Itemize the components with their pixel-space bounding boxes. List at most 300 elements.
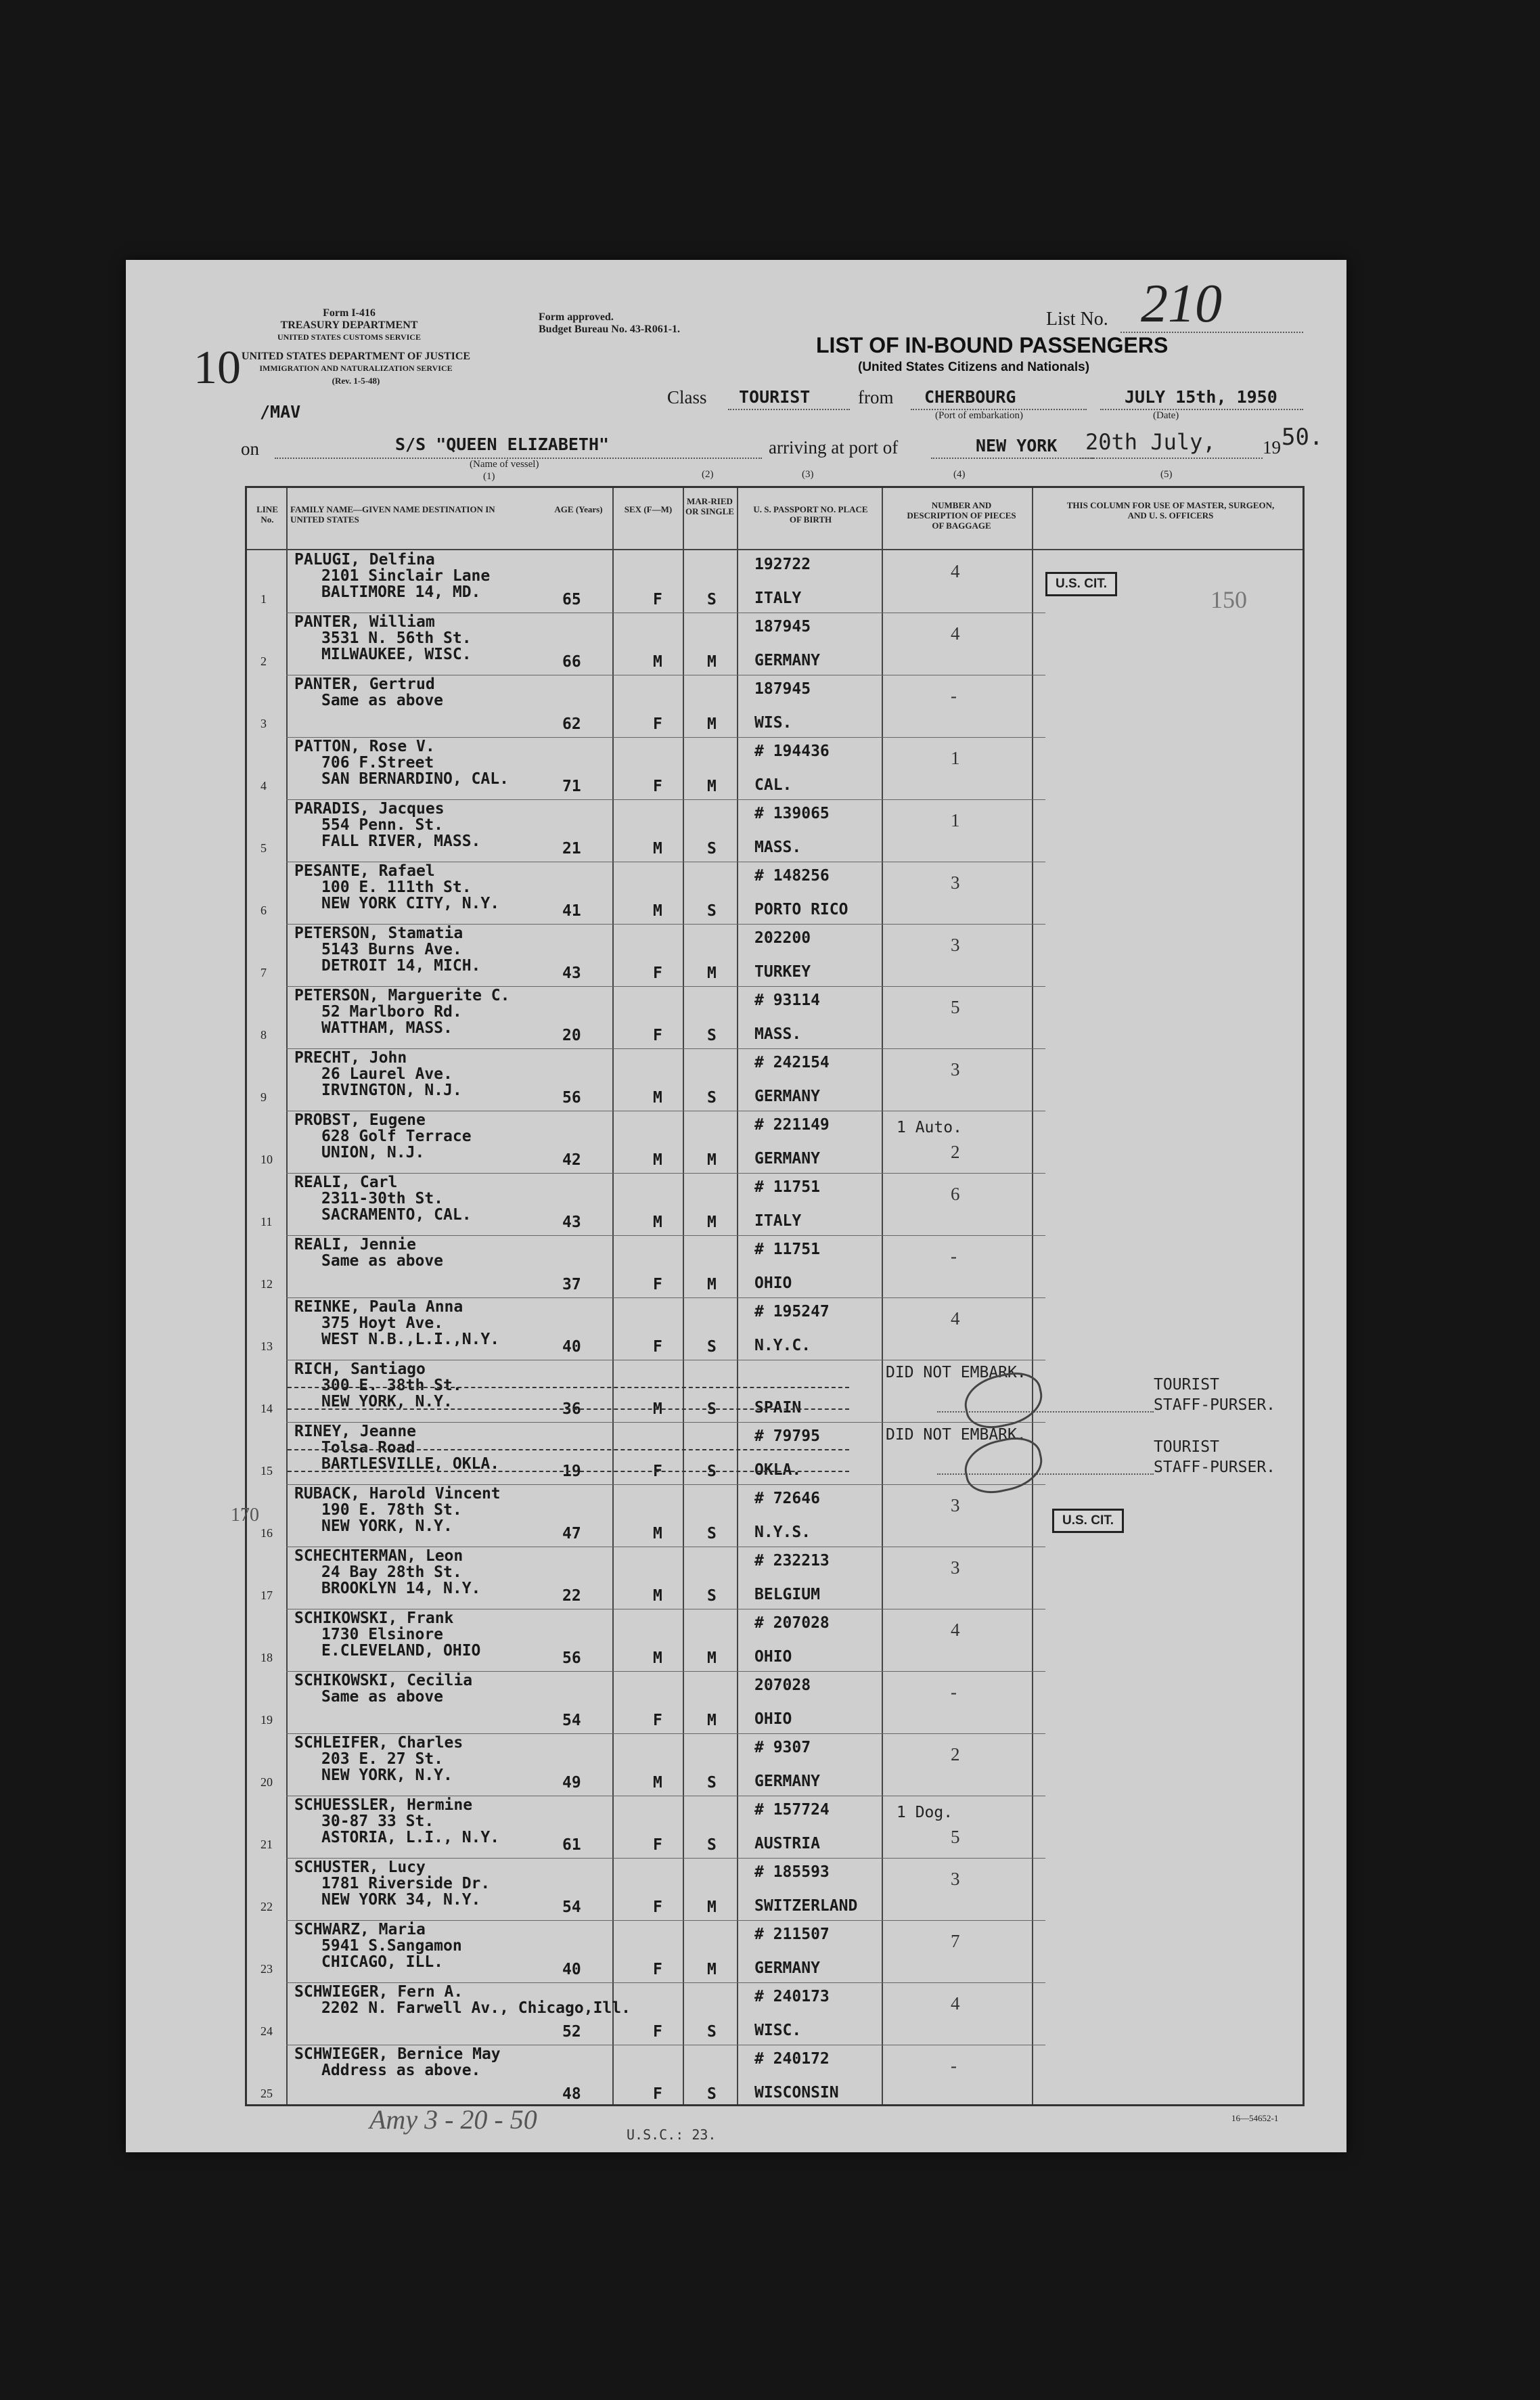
passenger-name: PETERSON, Stamatia [294, 925, 463, 942]
passenger-count: 150 [1210, 586, 1247, 613]
passenger-marital: S [707, 1836, 717, 1854]
line-number: 20 [261, 1775, 273, 1789]
passenger-marital: M [707, 715, 717, 733]
table-row [247, 924, 1303, 986]
passenger-marital: S [707, 1463, 717, 1480]
line-number: 25 [261, 2087, 273, 2100]
passenger-age: 20 [562, 1027, 581, 1044]
passenger-sex: M [653, 1151, 662, 1169]
line-number: 3 [261, 717, 267, 730]
col-num-4: (4) [953, 469, 966, 480]
table-row [247, 1360, 1303, 1422]
list-number-label: List No. [1046, 309, 1108, 330]
passenger-address: 2101 Sinclair Lane [321, 567, 491, 585]
passenger-address: 1781 Riverside Dr. [321, 1875, 491, 1892]
passport-number: # 79795 [754, 1427, 820, 1445]
passenger-marital: S [707, 2085, 717, 2103]
passport-number: # 139065 [754, 805, 830, 822]
port-caption: (Port of embarkation) [935, 410, 1023, 421]
vessel-col-num: (1) [483, 471, 495, 482]
baggage-count: 2 [951, 1142, 960, 1162]
justice-department: UNITED STATES DEPARTMENT OF JUSTICE [241, 351, 471, 362]
table-row [247, 613, 1303, 675]
passenger-address: 100 E. 111th St. [321, 879, 472, 896]
line-number: 19 [261, 1713, 273, 1727]
passenger-sex: M [653, 653, 662, 671]
revision: (Rev. 1-5-48) [332, 376, 380, 386]
arrival-date: 20th July, [1085, 429, 1216, 455]
passenger-marital: S [707, 1525, 717, 1542]
table-row [247, 1609, 1303, 1671]
us-citizen-stamp-2: U.S. CIT. [1052, 1509, 1124, 1533]
table-row [247, 1982, 1303, 2045]
clerk-code: /MAV [260, 402, 301, 422]
passenger-sex: F [653, 1027, 662, 1044]
immigration-service: IMMIGRATION AND NATURALIZATION SERVICE [259, 363, 453, 373]
passenger-sex: M [653, 1214, 662, 1231]
passenger-address: 5143 Burns Ave. [321, 941, 462, 958]
passenger-table [231, 469, 1305, 2106]
passenger-address: 26 Laurel Ave. [321, 1065, 453, 1083]
passenger-sex: M [653, 1400, 662, 1418]
passenger-sex: F [653, 1338, 662, 1356]
passport-number: # 207028 [754, 1614, 830, 1632]
passport-number: # 232213 [754, 1552, 830, 1570]
passenger-city: ASTORIA, L.I., N.Y. [321, 1829, 500, 1846]
form-title: LIST OF IN-BOUND PASSENGERS [816, 333, 1169, 357]
line-number: 12 [261, 1277, 273, 1291]
passport-number: 202200 [754, 929, 811, 947]
line-number: 5 [261, 841, 267, 855]
passenger-city: DETROIT 14, MICH. [321, 957, 481, 975]
passenger-sex: F [653, 1836, 662, 1854]
passenger-age: 65 [562, 591, 581, 608]
place-of-birth: MASS. [754, 1025, 802, 1043]
baggage-count: 4 [951, 561, 960, 581]
passenger-city: MILWAUKEE, WISC. [321, 646, 472, 663]
passenger-marital: S [707, 1587, 717, 1605]
passenger-address: 190 E. 78th St. [321, 1501, 462, 1519]
table-row [247, 986, 1303, 1048]
passport-number: 187945 [754, 680, 811, 698]
did-not-embark-2: DID NOT EMBARK. [886, 1426, 1026, 1444]
passenger-sex: F [653, 964, 662, 982]
on-label: on [241, 439, 259, 459]
passenger-address: 706 F.Street [321, 754, 434, 772]
passenger-city: E.CLEVELAND, OHIO [321, 1642, 481, 1660]
passenger-marital: M [707, 1712, 717, 1729]
table-row [247, 550, 1303, 613]
table-row [247, 737, 1303, 799]
col-sex: SEX (F—M) [624, 504, 673, 514]
arrival-port: NEW YORK [976, 436, 1058, 455]
line-number: 6 [261, 904, 267, 917]
passenger-address: Tolsa Road [321, 1439, 415, 1457]
line-number: 2 [261, 654, 267, 668]
col-name: FAMILY NAME—GIVEN NAME DESTINATION IN UNITED STATES [290, 504, 495, 525]
place-of-birth: GERMANY [754, 1150, 820, 1168]
passenger-age: 22 [562, 1587, 581, 1605]
passenger-name: PANTER, William [294, 613, 435, 631]
passport-number: # 11751 [754, 1241, 820, 1258]
passenger-name: SCHWARZ, Maria [294, 1921, 426, 1938]
passenger-address: 5941 S.Sangamon [321, 1937, 462, 1955]
customs-service: UNITED STATES CUSTOMS SERVICE [277, 332, 421, 342]
budget-bureau: Budget Bureau No. 43-R061-1. [539, 324, 681, 335]
baggage-count: - [951, 686, 957, 706]
place-of-birth: OHIO [754, 1648, 792, 1666]
passenger-marital: M [707, 778, 717, 795]
line-number: 15 [261, 1464, 273, 1477]
strike-through [288, 1449, 849, 1450]
passenger-sex: F [653, 591, 662, 608]
baggage-count: 3 [951, 1495, 960, 1515]
passenger-marital: M [707, 1961, 717, 1978]
col-num-2: (2) [702, 469, 714, 480]
passenger-name: PROBST, Eugene [294, 1111, 426, 1129]
passport-number: # 211507 [754, 1926, 830, 1943]
place-of-birth: SPAIN [754, 1399, 802, 1417]
passenger-sex: F [653, 1898, 662, 1916]
place-of-birth: WISCONSIN [754, 2084, 839, 2102]
passenger-marital: M [707, 1898, 717, 1916]
passenger-sex: F [653, 2085, 662, 2103]
from-label: from [858, 387, 894, 407]
baggage-note: 1 Dog. [897, 1804, 953, 1821]
passenger-address: 375 Hoyt Ave. [321, 1314, 444, 1332]
passenger-city: WATTHAM, MASS. [321, 1019, 453, 1037]
baggage-count: 3 [951, 872, 960, 893]
form-number: Form I-416 [323, 307, 376, 319]
class-value: TOURIST [739, 387, 811, 407]
baggage-count: - [951, 1682, 957, 1702]
table-row [247, 1422, 1303, 1484]
col-baggage: NUMBER AND DESCRIPTION OF PIECES OF BAGGAGE [907, 500, 1016, 531]
col-line: LINE No. [256, 504, 278, 525]
passenger-city: NEW YORK, N.Y. [321, 1393, 453, 1410]
margin-note: 10 [194, 342, 241, 394]
baggage-count: 5 [951, 1827, 960, 1847]
line-number: 22 [261, 1900, 273, 1913]
passenger-sex: F [653, 2023, 662, 2041]
line-number: 13 [261, 1339, 273, 1353]
table-row [247, 799, 1303, 862]
passenger-city: FALL RIVER, MASS. [321, 832, 481, 850]
table-row [247, 1235, 1303, 1297]
passenger-marital: S [707, 1774, 717, 1792]
passport-number: # 240173 [754, 1988, 830, 2005]
passport-number: # 185593 [754, 1863, 830, 1881]
passenger-sex: M [653, 1525, 662, 1542]
from-value: CHERBOURG [924, 387, 1016, 407]
passenger-age: 42 [562, 1151, 581, 1169]
passenger-name: PATTON, Rose V. [294, 738, 435, 755]
passenger-city: NEW YORK, N.Y. [321, 1766, 453, 1784]
strike-through [288, 1408, 849, 1410]
passport-number: 192722 [754, 556, 811, 573]
passenger-marital: S [707, 591, 717, 608]
passenger-sex: M [653, 1089, 662, 1107]
line-number: 21 [261, 1838, 273, 1851]
baggage-count: 2 [951, 1744, 960, 1764]
passenger-address: Same as above [321, 692, 444, 709]
place-of-birth: GERMANY [754, 1773, 820, 1790]
passenger-age: 54 [562, 1712, 581, 1729]
passenger-name: PESANTE, Rafael [294, 862, 435, 880]
passenger-name: SCHIKOWSKI, Cecilia [294, 1672, 473, 1689]
baggage-count: 4 [951, 1308, 960, 1329]
passport-number: # 157724 [754, 1801, 830, 1819]
line-number: 8 [261, 1028, 267, 1042]
passenger-age: 49 [562, 1774, 581, 1792]
passenger-name: SCHUESSLER, Hermine [294, 1796, 473, 1814]
passport-number: # 242154 [754, 1054, 830, 1071]
table-row [247, 1796, 1303, 1858]
passenger-sex: M [653, 902, 662, 920]
passenger-manifest-page [126, 260, 1346, 2152]
table-row [247, 1484, 1303, 1547]
passenger-city: BARTLESVILLE, OKLA. [321, 1455, 500, 1473]
place-of-birth: WISC. [754, 2022, 802, 2039]
place-of-birth: MASS. [754, 839, 802, 856]
table-row [247, 862, 1303, 924]
place-of-birth: OHIO [754, 1710, 792, 1728]
baggage-count: 6 [951, 1184, 960, 1204]
passenger-age: 40 [562, 1961, 581, 1978]
place-of-birth: ITALY [754, 1212, 802, 1230]
baggage-count: 4 [951, 623, 960, 644]
place-of-birth: GERMANY [754, 1088, 820, 1105]
place-of-birth: SWITZERLAND [754, 1897, 858, 1915]
passenger-name: RINEY, Jeanne [294, 1423, 417, 1440]
place-of-birth: N.Y.C. [754, 1337, 811, 1354]
passenger-city: IRVINGTON, N.J. [321, 1082, 462, 1099]
passenger-address: 52 Marlboro Rd. [321, 1003, 462, 1021]
passenger-marital: M [707, 653, 717, 671]
passenger-age: 71 [562, 778, 581, 795]
baggage-count: - [951, 1246, 957, 1266]
passenger-city: BROOKLYN 14, N.Y. [321, 1580, 481, 1597]
place-of-birth: TURKEY [754, 963, 811, 981]
passenger-city: WEST N.B.,L.I.,N.Y. [321, 1331, 500, 1348]
passenger-city: BALTIMORE 14, MD. [321, 583, 481, 601]
line-number: 16 [261, 1526, 273, 1540]
passenger-sex: F [653, 1276, 662, 1293]
passenger-age: 48 [562, 2085, 581, 2103]
passenger-name: SCHUSTER, Lucy [294, 1859, 426, 1876]
line-number: 18 [261, 1651, 273, 1664]
table-row [247, 1173, 1303, 1235]
table-row [247, 1858, 1303, 1920]
baggage-count: 4 [951, 1620, 960, 1640]
passenger-age: 36 [562, 1400, 581, 1418]
passenger-name: PALUGI, Delfina [294, 551, 435, 569]
passenger-name: SCHIKOWSKI, Frank [294, 1609, 454, 1627]
line-number: 17 [261, 1588, 273, 1602]
vessel-name: S/S "QUEEN ELIZABETH" [395, 435, 610, 454]
line-number: 4 [261, 779, 267, 793]
place-of-birth: AUSTRIA [754, 1835, 820, 1852]
form-subtitle: (United States Citizens and Nationals) [858, 360, 1090, 374]
passenger-name: REINKE, Paula Anna [294, 1298, 463, 1316]
passenger-age: 41 [562, 902, 581, 920]
class-label: Class [667, 387, 707, 407]
line-number: 24 [261, 2024, 273, 2038]
passenger-age: 56 [562, 1089, 581, 1107]
passport-number: # 9307 [754, 1739, 811, 1756]
passenger-name: SCHWIEGER, Fern A. [294, 1983, 463, 2001]
embark-date: JULY 15th, 1950 [1125, 387, 1277, 407]
table-row [247, 1733, 1303, 1796]
passport-number: # 72646 [754, 1490, 820, 1507]
passenger-age: 61 [562, 1836, 581, 1854]
footer-handwriting: Amy 3 - 20 - 50 [369, 2104, 537, 2135]
did-not-embark-1: DID NOT EMBARK. [886, 1364, 1026, 1381]
passenger-city: SACRAMENTO, CAL. [321, 1206, 472, 1224]
passenger-address: 300 E. 38th St. [321, 1377, 462, 1394]
tourist-2: TOURIST [1154, 1438, 1219, 1456]
passport-number: # 93114 [754, 992, 820, 1009]
passport-number: 207028 [754, 1676, 811, 1694]
passenger-address: 203 E. 27 St. [321, 1750, 444, 1768]
passenger-address: 628 Golf Terrace [321, 1128, 472, 1145]
passenger-age: 66 [562, 653, 581, 671]
line-number: 14 [261, 1402, 273, 1415]
passenger-marital: S [707, 840, 717, 858]
passenger-name: PRECHT, John [294, 1049, 407, 1067]
table-row [247, 1048, 1303, 1111]
us-citizen-stamp: U.S. CIT. [1045, 572, 1117, 596]
vessel-caption: (Name of vessel) [470, 459, 539, 470]
passenger-age: 47 [562, 1525, 581, 1542]
form-approved: Form approved. [539, 311, 614, 323]
year-suffix: 50. [1282, 424, 1323, 451]
table-row [247, 1671, 1303, 1733]
passenger-sex: M [653, 1774, 662, 1792]
line-number: 10 [261, 1153, 273, 1166]
passenger-sex: F [653, 715, 662, 733]
col-age: AGE (Years) [554, 504, 603, 514]
passenger-city: NEW YORK CITY, N.Y. [321, 895, 500, 912]
passenger-marital: M [707, 964, 717, 982]
treasury-department: TREASURY DEPARTMENT [280, 319, 418, 331]
col-num-3: (3) [802, 469, 814, 480]
place-of-birth: GERMANY [754, 1959, 820, 1977]
date-caption: (Date) [1153, 410, 1179, 421]
baggage-count: 5 [951, 997, 960, 1017]
passenger-name: RICH, Santiago [294, 1360, 426, 1378]
footer-code: 16—54652-1 [1231, 2113, 1279, 2123]
passenger-marital: M [707, 1214, 717, 1231]
place-of-birth: OKLA. [754, 1461, 802, 1479]
passport-number: # 194436 [754, 742, 830, 760]
passport-number: # 240172 [754, 2050, 830, 2068]
passenger-address: 554 Penn. St. [321, 816, 444, 834]
passenger-city: UNION, N.J. [321, 1144, 425, 1161]
baggage-count: 1 [951, 748, 960, 768]
tourist-1: TOURIST [1154, 1376, 1219, 1394]
place-of-birth: BELGIUM [754, 1586, 820, 1603]
passenger-marital: S [707, 1338, 717, 1356]
passenger-address: 30-87 33 St. [321, 1813, 434, 1830]
passenger-age: 62 [562, 715, 581, 733]
passenger-city: NEW YORK, N.Y. [321, 1517, 453, 1535]
place-of-birth: CAL. [754, 776, 792, 794]
passenger-name: REALI, Carl [294, 1174, 398, 1191]
passenger-sex: M [653, 1587, 662, 1605]
col-num-5: (5) [1160, 469, 1173, 480]
place-of-birth: ITALY [754, 590, 802, 607]
passenger-sex: F [653, 1463, 662, 1480]
passenger-city: SAN BERNARDINO, CAL. [321, 770, 509, 788]
passenger-sex: M [653, 840, 662, 858]
passport-number: # 195247 [754, 1303, 830, 1320]
passenger-age: 21 [562, 840, 581, 858]
passport-number: # 148256 [754, 867, 830, 885]
passenger-city: NEW YORK 34, N.Y. [321, 1891, 481, 1909]
footer-usc: U.S.C.: 23. [627, 2127, 717, 2143]
purser-1: STAFF-PURSER. [1154, 1396, 1276, 1414]
line-number: 23 [261, 1962, 273, 1976]
line-number: 11 [261, 1215, 273, 1228]
passenger-age: 43 [562, 1214, 581, 1231]
passenger-name: PARADIS, Jacques [294, 800, 445, 818]
list-number: 210 [1141, 274, 1222, 334]
table-row [247, 2045, 1303, 2107]
baggage-count: 3 [951, 1869, 960, 1889]
passenger-address: Same as above [321, 1688, 444, 1706]
passenger-address: 1730 Elsinore [321, 1626, 444, 1643]
passenger-address: Address as above. [321, 2062, 481, 2079]
strike-through [288, 1387, 849, 1388]
place-of-birth: WIS. [754, 714, 792, 732]
passenger-marital: S [707, 1027, 717, 1044]
place-of-birth: PORTO RICO [754, 901, 848, 918]
passenger-address: 24 Bay 28th St. [321, 1563, 462, 1581]
passenger-marital: M [707, 1151, 717, 1169]
passenger-name: RUBACK, Harold Vincent [294, 1485, 501, 1503]
passenger-address: 2311-30th St. [321, 1190, 444, 1207]
strike-through [288, 1471, 849, 1472]
passenger-age: 54 [562, 1898, 581, 1916]
passenger-marital: M [707, 1649, 717, 1667]
passenger-name: PETERSON, Marguerite C. [294, 987, 510, 1004]
place-of-birth: N.Y.S. [754, 1524, 811, 1541]
baggage-count: 7 [951, 1931, 960, 1951]
table-row [247, 1297, 1303, 1360]
passenger-marital: S [707, 1089, 717, 1107]
place-of-birth: OHIO [754, 1274, 792, 1292]
baggage-count: 3 [951, 1557, 960, 1578]
passenger-sex: F [653, 1712, 662, 1729]
passenger-name: SCHECHTERMAN, Leon [294, 1547, 463, 1565]
passenger-age: 37 [562, 1276, 581, 1293]
passport-number: # 11751 [754, 1178, 820, 1196]
table-row [247, 1547, 1303, 1609]
arriving-label: arriving at port of [769, 437, 899, 458]
passenger-marital: S [707, 2023, 717, 2041]
baggage-count: 3 [951, 935, 960, 955]
passenger-age: 52 [562, 2023, 581, 2041]
baggage-count: 1 [951, 810, 960, 830]
passenger-sex: F [653, 778, 662, 795]
passenger-address: 2202 N. Farwell Av., Chicago,Ill. [321, 1999, 631, 2017]
baggage-count: 3 [951, 1059, 960, 1080]
col-officers: THIS COLUMN FOR USE OF MASTER, SURGEON, AND U. S. OFFICERS [1066, 500, 1275, 520]
passenger-marital: S [707, 902, 717, 920]
passenger-age: 40 [562, 1338, 581, 1356]
passport-number: # 221149 [754, 1116, 830, 1134]
